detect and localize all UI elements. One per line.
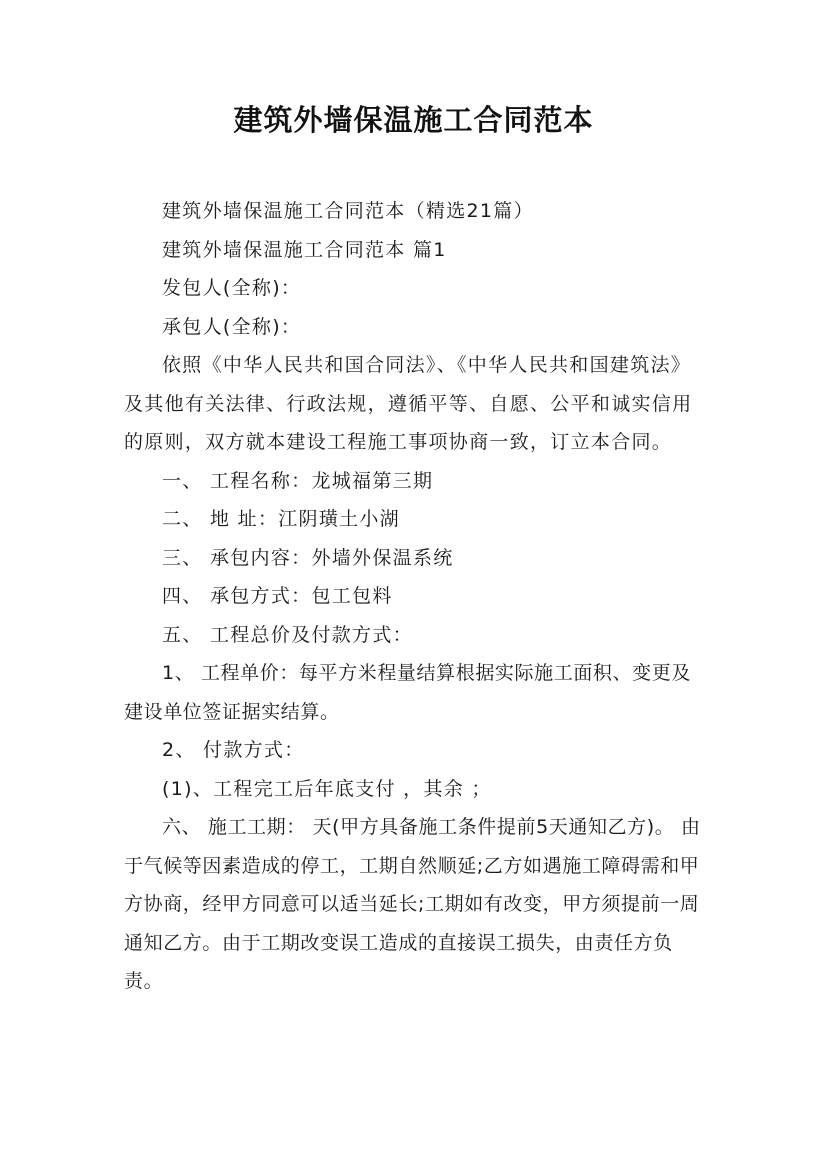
paragraph-project-name: 一、 工程名称：龙城福第三期 (162, 469, 434, 492)
paragraph-unit-price: 1、 工程单价：每平方米程量结算根据实际施工面积、变更及建设单位签证据实结算。 (124, 662, 691, 723)
paragraph-address: 二、 地 址：江阴璜土小湖 (162, 508, 400, 530)
paragraph-contract-type: 四、 承包方式：包工包料 (162, 585, 393, 607)
paragraph-legal-basis: 依照《中华人民共和国合同法》、《中华人民共和国建筑法》及其他有关法律、行政法规，遵循平等、自愿、公平和诚实信用的原则，双方就本建设工程施工事项协商一致，订立本合同。 (124, 354, 693, 453)
document-body (124, 192, 704, 1001)
paragraph-contractor: 承包人(全称)： (162, 315, 302, 338)
paragraph-payment-terms: (1)、工程完工后年底支付 ，其余 ； (162, 777, 492, 800)
document-title: 建筑外墙保温施工合同范本 (233, 103, 594, 137)
paragraph-subtitle: 建筑外墙保温施工合同范本（精选21篇） (162, 200, 534, 222)
paragraph-section-heading: 建筑外墙保温施工合同范本 篇1 (162, 238, 447, 261)
paragraph-schedule: 六、 施工工期： 天(甲方具备施工条件提前5天通知乙方)。 由于气候等因素造成的停工，工期自然顺延;乙方如遇施工障碍需和甲方协商，经甲方同意可以适当延长;工期如有改变，甲方须提前一周通知乙方。由于工期改变误工造成的直接误工损失，由责任方负责。 (124, 816, 701, 992)
paragraph-scope: 三、 承包内容：外墙外保温系统 (162, 546, 454, 569)
paragraph-employer: 发包人(全称)： (162, 277, 302, 299)
paragraph-payment-method: 2、 付款方式： (162, 739, 305, 761)
paragraph-price-payment: 五、 工程总价及付款方式： (162, 623, 413, 646)
